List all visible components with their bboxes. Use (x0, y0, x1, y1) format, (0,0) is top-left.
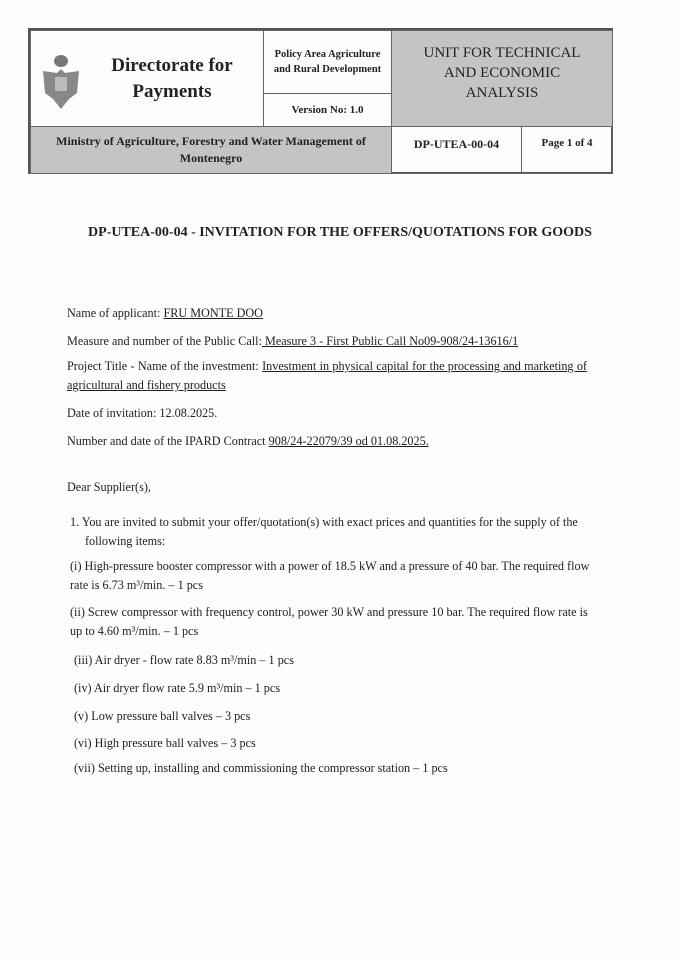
contract-label: Number and date of the IPARD Contract (67, 434, 269, 448)
item-6: (vi) High pressure ball valves – 3 pcs (74, 736, 256, 750)
contract-line (67, 432, 587, 451)
applicant-label: Name of applicant: (67, 306, 164, 320)
measure-line (67, 332, 587, 351)
item-4: (iv) Air dryer flow rate 5.9 m³/min – 1 pcs (74, 681, 281, 695)
project-value: Investment in physical capital for the processing and marketing of agricultural and fishery products (67, 359, 587, 392)
project-line (67, 357, 587, 395)
document-title: DP-UTEA-00-04 - INVITATION FOR THE OFFERS/QUOTATIONS FOR GOODS (88, 225, 592, 240)
project-label: Project Title - Name of the investment: (67, 359, 263, 373)
org-cell (30, 30, 264, 127)
unit-cell: UNIT FOR TECHNICAL AND ECONOMIC ANALYSIS (391, 30, 613, 127)
ministry-cell: Ministry of Agriculture, Forestry and Water Management of Montenegro (30, 126, 392, 174)
item-2: (ii) Screw compressor with frequency control, power 30 kW and pressure 10 bar. The required flow rate is up to 4.60 m³/min. – 1 pcs (70, 605, 588, 638)
item-1: (i) High-pressure booster compressor with a power of 18.5 kW and a pressure of 40 bar. The required flow rate is 6.73 m³/min. – 1 pcs (70, 559, 590, 592)
measure-label: Measure and number of the Public Call: (67, 334, 262, 348)
org-name: Directorate for Payments (111, 54, 233, 102)
doc-code-cell: DP-UTEA-00-04 (391, 126, 522, 174)
salutation: Dear Supplier(s), (67, 480, 151, 494)
page-number-cell: Page 1 of 4 (521, 126, 613, 174)
contract-value: 908/24-22079/39 od 01.08.2025. (268, 434, 429, 448)
item-7: (vii) Setting up, installing and commissioning the compressor station – 1 pcs (74, 761, 448, 775)
coat-of-arms-icon (39, 53, 83, 111)
intro-paragraph: 1. You are invited to submit your offer/quotation(s) with exact prices and quantities for the supply of the following items: (70, 515, 578, 548)
item-3: (iii) Air dryer - flow rate 8.83 m³/min – 1 pcs (74, 653, 294, 667)
applicant-value: FRU MONTE DOO (163, 306, 263, 320)
policy-area-cell: Policy Area Agriculture and Rural Development (263, 30, 392, 94)
applicant-line (67, 304, 587, 323)
version-cell: Version No: 1.0 (263, 93, 392, 127)
measure-value: Measure 3 - First Public Call No09-908/24-13616/1 (261, 334, 519, 348)
item-5: (v) Low pressure ball valves – 3 pcs (74, 709, 251, 723)
header-table (28, 28, 613, 174)
date-line: Date of invitation: 12.08.2025. (67, 406, 218, 420)
